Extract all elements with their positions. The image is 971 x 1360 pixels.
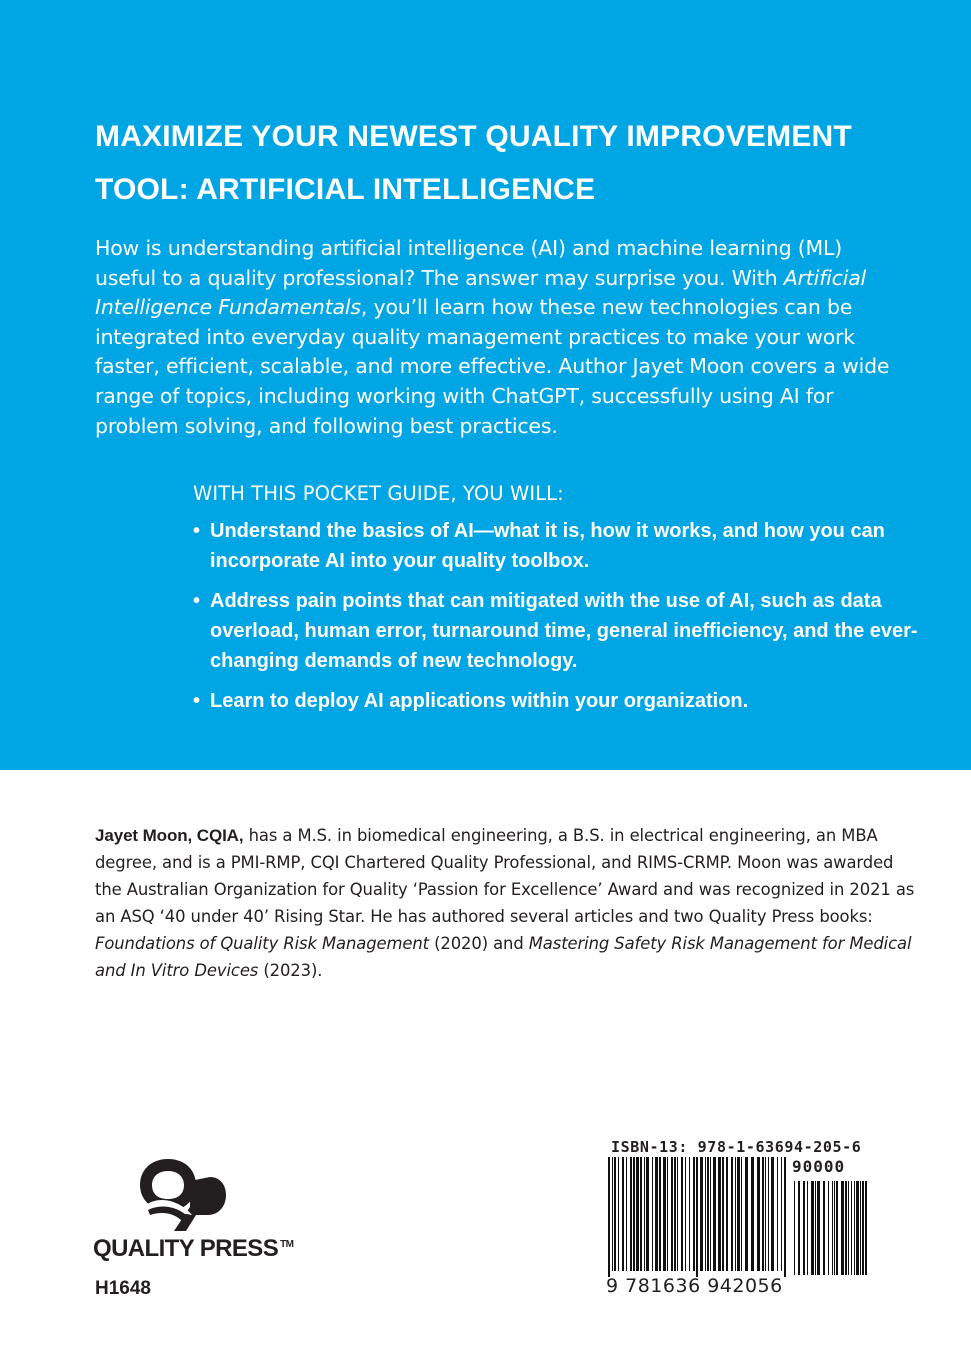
barcode-bar [726, 1157, 728, 1271]
bio-book-2: Mastering Safety Risk Management for Medical and In Vitro Devices [95, 934, 912, 980]
barcode-bar [862, 1181, 864, 1275]
barcode-bar [618, 1157, 619, 1271]
guide-heading: WITH THIS POCKET GUIDE, YOU WILL: [193, 482, 564, 505]
publisher-name-text: QUALITY PRESS [93, 1235, 279, 1262]
isbn-label: ISBN-13: 978-1-63694-205-6 [611, 1138, 862, 1156]
barcode-bar [807, 1181, 808, 1275]
barcode-bar [771, 1157, 774, 1271]
barcode-bar [832, 1181, 833, 1275]
barcode-bar [741, 1157, 742, 1271]
barcode-bar [710, 1157, 711, 1271]
barcode-bar [848, 1181, 849, 1275]
isbn-digits: 9 781636 942056 [606, 1275, 783, 1297]
barcode-bar [851, 1181, 852, 1275]
barcode-bar [815, 1181, 816, 1275]
publisher-name [93, 1235, 293, 1263]
benefit-item [193, 516, 923, 576]
benefit-text: Learn to deploy AI applications within your organization. [210, 690, 749, 712]
barcode-bar [834, 1181, 835, 1275]
barcode-bar [630, 1157, 632, 1271]
barcode-bar [663, 1157, 666, 1271]
author-name: Jayet Moon, CQIA, [95, 826, 244, 845]
barcode-bar [681, 1157, 683, 1271]
bullet-icon: • [193, 590, 201, 612]
barcode-bar [811, 1181, 814, 1275]
trademark-mark: TM [280, 1239, 294, 1250]
barcode-bar [646, 1157, 649, 1271]
benefit-text: Address pain points that can mitigated with the use of AI, such as data overload, human error, turnaround time, general inefficiency, and the ever-changing demands of new technology. [210, 590, 918, 672]
barcode-bar [677, 1157, 678, 1271]
intro-book-title: Artificial Intelligence Fundamentals [95, 265, 867, 320]
barcode-bar [705, 1157, 706, 1271]
barcode-bar [781, 1157, 782, 1271]
barcode-bar [745, 1157, 748, 1271]
barcode-bar [659, 1157, 661, 1271]
isbn-barcode [606, 1135, 874, 1305]
publisher-logo [93, 1155, 313, 1265]
headline-line-2: TOOL: ARTIFICIAL INTELLIGENCE [95, 173, 596, 206]
barcode-bar [751, 1157, 754, 1271]
barcode-bar [674, 1157, 676, 1271]
benefit-list [193, 516, 923, 726]
barcode-bar [722, 1157, 724, 1271]
intro-paragraph [95, 234, 905, 441]
barcode-bar [735, 1157, 736, 1271]
benefit-text: Understand the basics of AI—what it is, how it works, and how you can incorporate AI into your quality toolbox. [210, 520, 885, 572]
barcode-bar [636, 1157, 639, 1271]
barcode-bar [622, 1157, 624, 1271]
barcode-bar [693, 1157, 695, 1271]
barcode-bar [644, 1157, 645, 1271]
barcode-bar [608, 1157, 610, 1277]
author-bio [95, 822, 915, 984]
barcode-bar [707, 1157, 709, 1271]
barcode-bar [612, 1157, 613, 1271]
barcode-bar [777, 1157, 778, 1271]
barcode-bar [731, 1157, 733, 1271]
barcode-bar [689, 1157, 690, 1271]
benefit-item [193, 586, 923, 676]
bullet-icon: • [193, 520, 201, 542]
barcode-bar [640, 1157, 642, 1271]
barcode-bar [836, 1181, 838, 1275]
barcode-bar [757, 1157, 760, 1271]
barcode-bar [614, 1157, 616, 1271]
barcode-bar [633, 1157, 635, 1271]
bio-book-1: Foundations of Quality Risk Management [95, 934, 429, 953]
bullet-icon: • [193, 690, 201, 712]
intro-text-2: , you’ll learn how these new technologies can be integrated into everyday quality management practices to make your work faster, efficient, scalable, and more effective. Author Jayet Moon covers a wide range of topics, including working with ChatGPT, successfully using AI for problem solving, and following best practices. [95, 295, 890, 438]
barcode-bar [841, 1181, 844, 1275]
barcode-bar [667, 1157, 668, 1271]
intro-text-1: How is understanding artificial intelligence (AI) and machine learning (ML) useful to a quality professional? The answer may surprise you. With [95, 236, 843, 290]
price-code: 90000 [792, 1157, 846, 1176]
bio-text-3: (2023). [258, 961, 323, 980]
barcode-bar [860, 1181, 861, 1275]
barcode-bar [798, 1181, 800, 1275]
bio-text-1: has a M.S. in biomedical engineering, a B.S. in electrical engineering, an MBA degree, and is a PMI-RMP, CQI Chartered Quality Professional, and RIMS-CRMP. Moon was awarded the Australian Organization for Quality ‘Passion for Excellence’ Award and was recognized in 2021 as an ASQ ‘40 under 40’ Rising Star. He has authored several articles and two Quality Press books: [95, 826, 915, 926]
barcode-bar [685, 1157, 686, 1271]
barcode-bar [696, 1157, 698, 1277]
quality-press-logo-icon [138, 1155, 228, 1233]
barcode-bar [713, 1157, 716, 1271]
barcode-bar [671, 1157, 673, 1271]
product-code: H1648 [95, 1278, 151, 1299]
barcode-bar [718, 1157, 721, 1271]
barcode-bar [817, 1181, 820, 1275]
barcode-bar [794, 1181, 795, 1275]
benefit-item [193, 686, 923, 716]
barcode-bar [823, 1181, 825, 1275]
barcode-bar [865, 1181, 867, 1275]
barcode-bar [652, 1157, 653, 1271]
barcode-bar [803, 1181, 805, 1275]
barcode-bar [856, 1181, 859, 1275]
headline-line-1: MAXIMIZE YOUR NEWEST QUALITY IMPROVEMENT [95, 120, 852, 153]
cover-headline [95, 110, 915, 216]
barcode-bar [828, 1181, 829, 1275]
barcode-bar [854, 1181, 855, 1275]
bio-text-2: (2020) and [428, 934, 529, 953]
barcode-bar [700, 1157, 703, 1271]
barcode-bar [768, 1157, 769, 1271]
barcode-bar [845, 1181, 847, 1275]
barcode-bar [762, 1157, 764, 1271]
barcode-bar [737, 1157, 740, 1271]
barcode-bar [626, 1157, 627, 1271]
barcode-bar [784, 1157, 786, 1277]
barcode-bar [655, 1157, 658, 1271]
barcode-bar [765, 1157, 766, 1271]
